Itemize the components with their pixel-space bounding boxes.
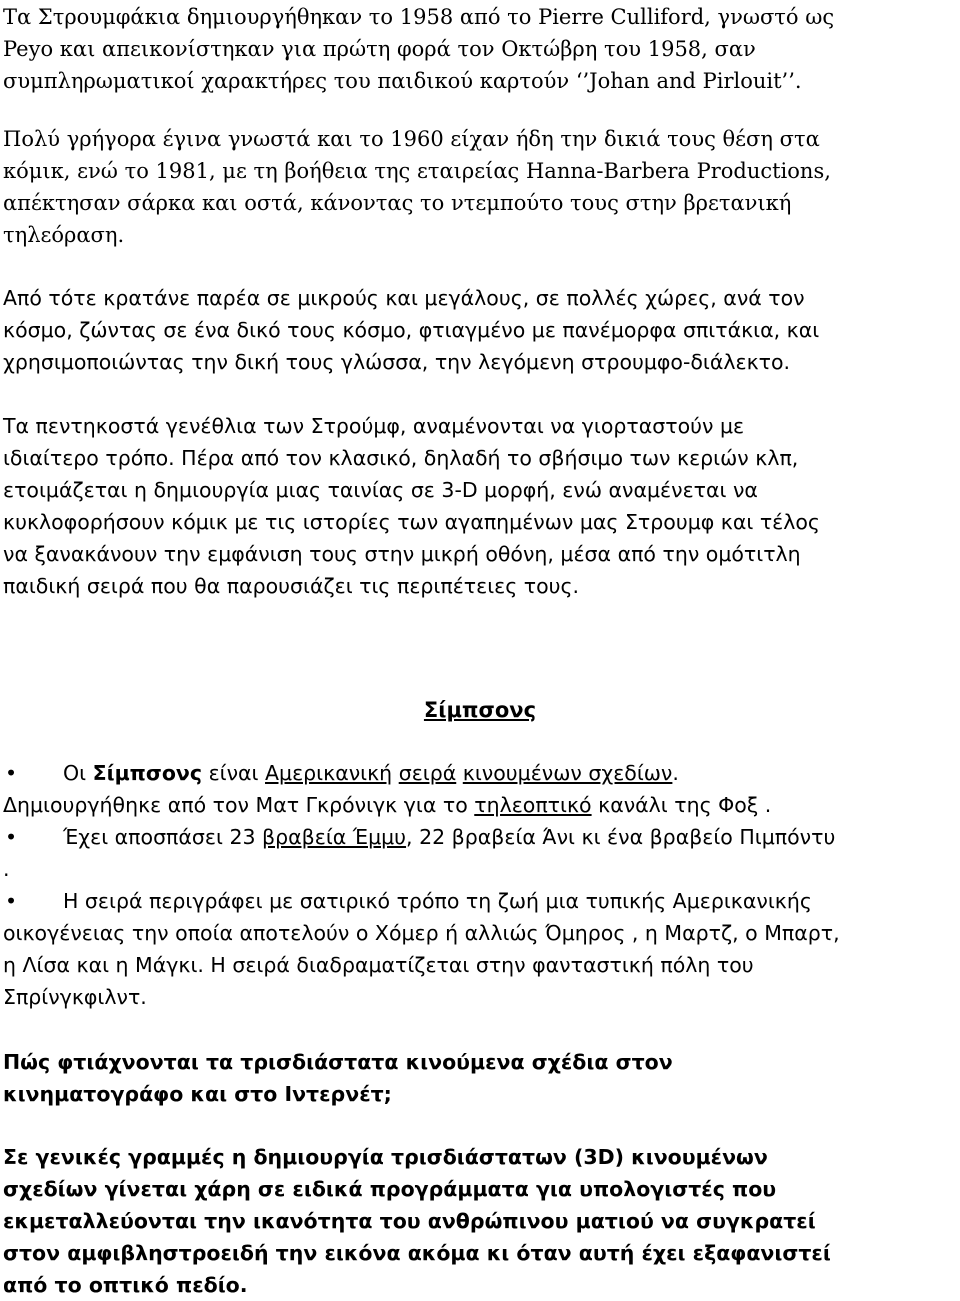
text-line: κόσμο, ζώντας σε ένα δικό τους κόσμο, φτιαγμένο με πανέμορφα σπιτάκια, και — [3, 318, 820, 342]
text-line: Peyo και απεικονίστηκαν για πρώτη φορά τον Οκτώβρη του 1958, σαν — [3, 37, 756, 61]
text-line: τηλεόραση. — [3, 223, 125, 247]
item-text: Δημιουργήθηκε από τον Ματ Γκρόνιγκ για το — [3, 793, 475, 817]
link-series[interactable]: σειρά — [398, 761, 457, 785]
bullet-icon: • — [5, 889, 18, 913]
item-text: η Λίσα και η Μάγκι. Η σειρά διαδραματίζεται στην φανταστική πόλη του — [3, 953, 754, 977]
item-bold-text: Σίμπσονς — [92, 761, 203, 785]
item-text: Σπρίνγκφιλντ. — [3, 985, 147, 1009]
item-text: Οι — [63, 761, 93, 785]
text-line: από το οπτικό πεδίο. — [3, 1273, 248, 1297]
list-item — [3, 821, 960, 885]
text-line: παιδική σειρά που θα παρουσιάζει τις περιπέτειες τους. — [3, 574, 580, 598]
link-american[interactable]: Αμερικανική — [265, 761, 393, 785]
item-text: . — [672, 761, 679, 785]
text-line: συμπληρωματικοί χαρακτήρες του παιδικού καρτούν ‘’Johan and Pirlouit’’. — [3, 69, 802, 93]
text-line: στον αμφιβληστροειδή την εικόνα ακόμα κι όταν αυτή έχει εξαφανιστεί — [3, 1241, 831, 1265]
link-television[interactable]: τηλεοπτικό — [474, 793, 592, 817]
text-line: να ξανακάνουν την εμφάνιση τους στην μικρή οθόνη, μέσα από την ομότιτλη — [3, 542, 801, 566]
text-line: Τα Στρουμφάκια δημιουργήθηκαν το 1958 από το Pierre Culliford, γνωστό ως — [3, 5, 835, 29]
text-line: χρησιμοποιώντας την δική τους γλώσσα, την λεγόμενη στρουμφο-διάλεκτο. — [3, 350, 791, 374]
text-line: απέκτησαν σάρκα και οστά, κάνοντας το ντεμπούτο τους στην βρετανική — [3, 191, 792, 215]
text-line: εκμεταλλεύονται την ικανότητα του ανθρώπινου ματιού να συγκρατεί — [3, 1209, 816, 1233]
item-text: Η σειρά περιγράφει με σατιρικό τρόπο τη ζωή μια τυπικής Αμερικανικής — [63, 889, 812, 913]
simpsons-heading: Σίμπσονς — [423, 698, 537, 722]
text-line: Τα πεντηκοστά γενέθλια των Στρούμφ, αναμένονται να γιορταστούν με — [3, 414, 745, 438]
smurfs-paragraph-world — [3, 282, 953, 378]
text-line: ετοιμάζεται η δημιουργία μιας ταινίας σε 3-D μορφή, ενώ αναμένεται να — [3, 478, 758, 502]
text-line: σχεδίων γίνεται χάρη σε ειδικά προγράμματα για υπολογιστές που — [3, 1177, 777, 1201]
bullet-icon: • — [5, 761, 18, 785]
smurfs-paragraph-origin — [3, 1, 953, 97]
item-text: , 22 βραβεία Άνι κι ένα βραβείο Πιμπόντυ — [406, 825, 836, 849]
link-emmy-awards[interactable]: βραβεία Έμμυ — [262, 825, 407, 849]
simpsons-bullet-list — [3, 757, 960, 1013]
text-line: Πώς φτιάχνονται τα τρισδιάστατα κινούμενα σχέδια στον — [3, 1050, 673, 1074]
text-line: Από τότε κρατάνε παρέα σε μικρούς και μεγάλους, σε πολλές χώρες, ανά τον — [3, 286, 805, 310]
list-item — [3, 757, 960, 821]
text-line: κόμικ, ενώ το 1981, με τη βοήθεια της εταιρείας Hanna-Barbera Productions, — [3, 159, 831, 183]
item-text: Έχει αποσπάσει 23 — [63, 825, 263, 849]
list-item — [3, 885, 960, 1013]
text-line: κυκλοφορήσουν κόμικ με τις ιστορίες των αγαπημένων μας Στρουμφ και τέλος — [3, 510, 820, 534]
smurfs-paragraph-anniversary — [3, 410, 953, 602]
text-line: ιδιαίτερο τρόπο. Πέρα από τον κλασικό, δηλαδή το σβήσιμο των κεριών κλπ, — [3, 446, 799, 470]
item-text: κανάλι της Φοξ . — [591, 793, 772, 817]
animation-question — [3, 1046, 953, 1110]
item-text: οικογένειας την οποία αποτελούν ο Χόμερ ή αλλιώς Όμηρος , η Μαρτζ, ο Μπαρτ, — [3, 921, 840, 945]
item-text: . — [3, 857, 10, 881]
bullet-icon: • — [5, 825, 18, 849]
text-line: Σε γενικές γραμμές η δημιουργία τρισδιάστατων (3D) κινουμένων — [3, 1145, 768, 1169]
smurfs-paragraph-fame — [3, 123, 953, 251]
text-line: κινηματογράφο και στο Ιντερνέτ; — [3, 1082, 392, 1106]
link-cartoons[interactable]: κινουμένων σχεδίων — [462, 761, 673, 785]
item-text: είναι — [202, 761, 266, 785]
animation-answer — [3, 1141, 953, 1301]
text-line: Πολύ γρήγορα έγινα γνωστά και το 1960 είχαν ήδη την δικιά τους θέση στα — [3, 127, 820, 151]
